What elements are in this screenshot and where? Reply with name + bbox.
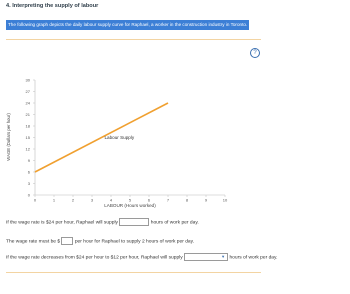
y-tick-label: 24 <box>25 100 30 106</box>
y-tick-label: 0 <box>27 192 30 198</box>
x-tick-label: 1 <box>52 197 56 203</box>
question-2-suffix: per hour for Raphael to supply 2 hours of work per day. <box>74 239 195 245</box>
question-3-suffix: hours of work per day. <box>229 255 278 261</box>
x-tick-label: 4 <box>109 197 113 203</box>
divider-bottom <box>6 272 261 273</box>
y-axis-label: WAGE (Dollars per hour) <box>6 113 11 161</box>
question-2-text: The wage rate must be $ <box>6 239 61 245</box>
y-tick-label: 30 <box>25 77 30 83</box>
question-1-text: If the wage rate is $24 per hour, Raphael will supply <box>6 220 119 226</box>
chevron-down-icon: ▼ <box>221 254 226 259</box>
x-tick-label: 7 <box>166 197 170 203</box>
x-tick-label: 0 <box>33 197 37 203</box>
question-1-suffix: hours of work per day. <box>150 220 199 226</box>
x-tick-label: 10 <box>222 197 228 203</box>
labour-supply-line <box>35 103 168 172</box>
wage-rate-input[interactable] <box>61 237 73 245</box>
x-tick-label: 6 <box>147 197 151 203</box>
x-tick-label: 2 <box>71 197 75 203</box>
x-tick-label: 3 <box>90 197 94 203</box>
hours-change-dropdown[interactable] <box>184 253 228 261</box>
hours-at-24-input[interactable] <box>119 218 149 226</box>
series-label: Labour Supply <box>104 135 135 140</box>
y-tick-label: 27 <box>25 88 30 94</box>
x-tick-label: 5 <box>128 197 132 203</box>
question-3 <box>6 253 277 262</box>
labour-supply-chart <box>0 60 350 210</box>
question-3-text: If the wage rate decreases from $24 per hour to $12 per hour, Raphael will supply <box>6 255 183 261</box>
y-tick-label: 21 <box>25 111 30 117</box>
x-tick-label: 9 <box>204 197 208 203</box>
y-tick-label: 3 <box>27 180 30 186</box>
y-tick-label: 12 <box>25 146 30 152</box>
question-2 <box>6 237 194 246</box>
question-1 <box>6 218 199 227</box>
x-axis-label: LABOUR (Hours worked) <box>104 203 156 208</box>
help-icon[interactable]: ? <box>250 48 260 58</box>
page-title: 4. Interpreting the supply of labour <box>6 3 99 9</box>
y-tick-label: 9 <box>27 157 30 163</box>
question-description: The following graph depicts the daily labour supply curve for Raphael, a worker in the construction industry in Toronto. <box>6 20 249 30</box>
y-tick-label: 6 <box>27 169 30 175</box>
y-tick-label: 18 <box>25 123 30 129</box>
divider <box>6 39 261 40</box>
x-tick-label: 8 <box>185 197 189 203</box>
y-tick-label: 15 <box>25 134 30 140</box>
